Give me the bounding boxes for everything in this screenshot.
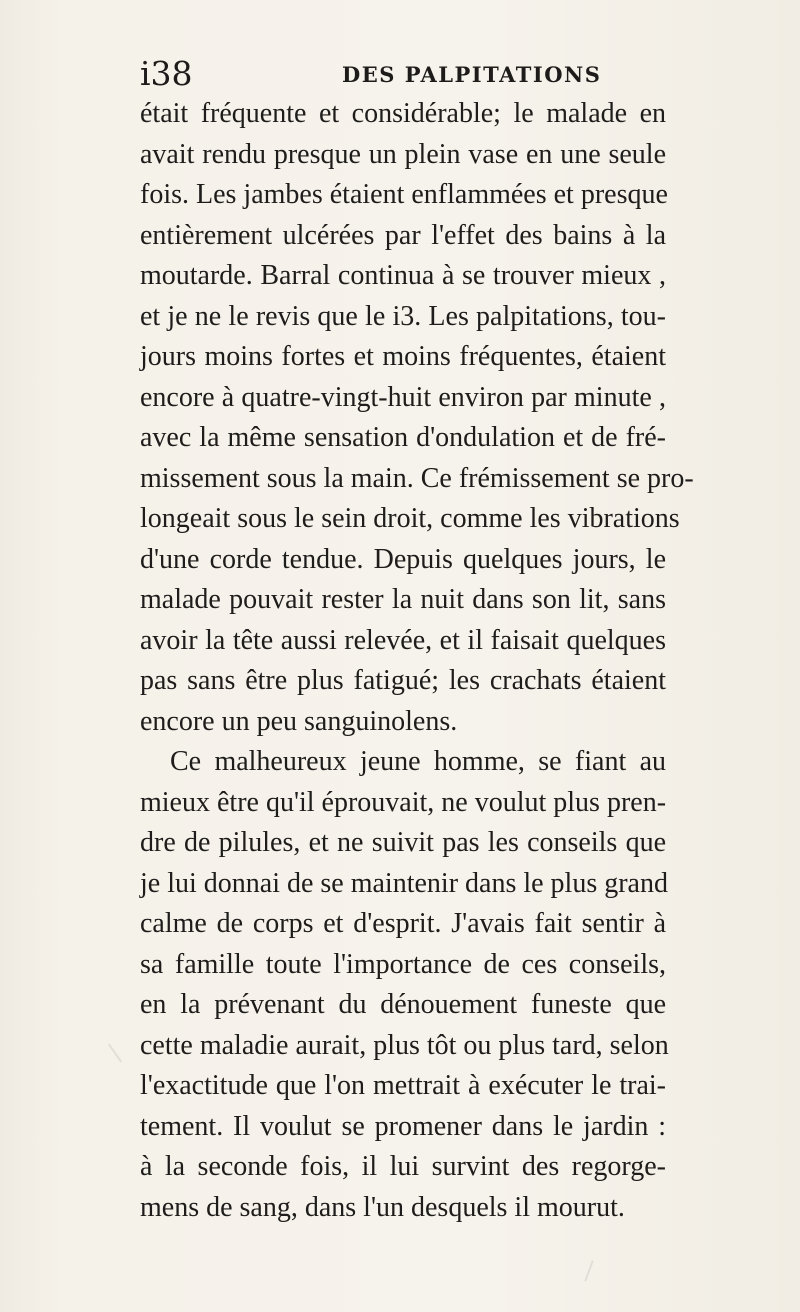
- text-line: encore à quatre-vingt-huit environ par minute ,: [140, 381, 666, 413]
- text-line: malade pouvait rester la nuit dans son lit, sans: [140, 584, 666, 615]
- text-line: cette maladie aurait, plus tôt ou plus tard, selon: [140, 1029, 669, 1061]
- text-line: mens de sang, dans l'un desquels il mourut.: [140, 1191, 625, 1223]
- text-line: je lui donnai de se maintenir dans le plus grand: [140, 867, 668, 899]
- text-line: fois. Les jambes étaient enflammées et presque: [140, 179, 668, 210]
- page-number: i38: [140, 54, 193, 93]
- body-text: [140, 94, 694, 1228]
- text-line: missement sous la main. Ce frémissement se pro-: [140, 462, 694, 494]
- running-title: DES PALPITATIONS: [342, 62, 602, 87]
- text-line: calme de corps et d'esprit. J'avais fait sentir à: [140, 908, 666, 939]
- paper-mark: [584, 1260, 593, 1281]
- text-line: sa famille toute l'importance de ces conseils,: [140, 948, 666, 980]
- text-line: dre de pilules, et ne suivit pas les conseils que: [140, 827, 666, 858]
- text-line: à la seconde fois, il lui survint des regorge-: [140, 1151, 666, 1182]
- text-line: longeait sous le sein droit, comme les vibrations: [140, 503, 680, 534]
- text-line: Ce malheureux jeune homme, se fiant au: [170, 746, 666, 777]
- text-line: l'exactitude que l'on mettrait à exécuter le trai-: [140, 1070, 666, 1101]
- text-line: moutarde. Barral continua à se trouver mieux ,: [140, 260, 666, 291]
- paper-mark: [108, 1043, 122, 1062]
- text-line: tement. Il voulut se promener dans le jardin :: [140, 1110, 666, 1142]
- text-line: et je ne le revis que le i3. Les palpitations, tou-: [140, 300, 666, 332]
- text-line: était fréquente et considérable; le malade en: [140, 98, 666, 129]
- text-line: encore un peu sanguinolens.: [140, 705, 458, 737]
- text-line: mieux être qu'il éprouvait, ne voulut plus pren-: [140, 786, 667, 818]
- text-line: avait rendu presque un plein vase en une seule: [140, 138, 666, 170]
- text-line: avec la même sensation d'ondulation et de fré-: [140, 422, 666, 453]
- text-line: d'une corde tendue. Depuis quelques jours, le: [140, 543, 666, 575]
- text-line: entièrement ulcérées par l'effet des bains à la: [140, 219, 666, 251]
- text-line: en la prévenant du dénouement funeste que: [140, 989, 666, 1020]
- text-line: pas sans être plus fatigué; les crachats étaient: [140, 665, 666, 696]
- text-line: avoir la tête aussi relevée, et il faisait quelques: [140, 624, 666, 656]
- text-line: jours moins fortes et moins fréquentes, étaient: [140, 341, 666, 372]
- page-header: [140, 56, 640, 96]
